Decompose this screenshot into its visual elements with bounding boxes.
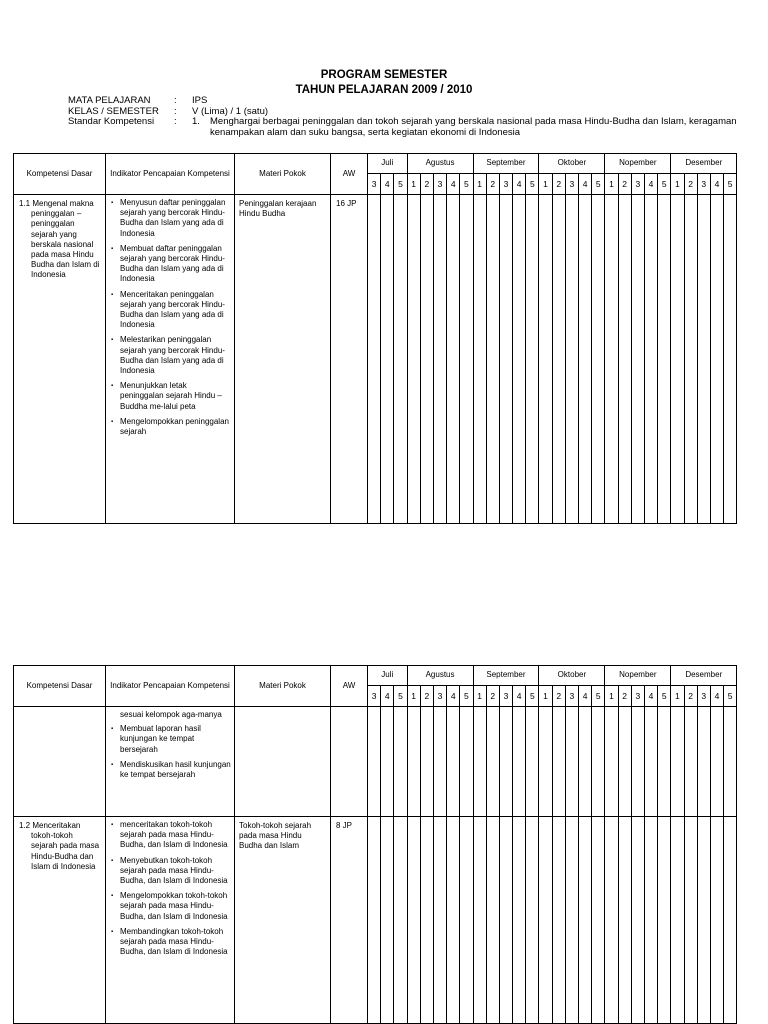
- month-header-juli: Juli: [368, 666, 408, 686]
- week-cell: [526, 817, 539, 1024]
- mapel-value: IPS: [192, 95, 208, 106]
- week-cell: [447, 817, 460, 1024]
- week-header: 1: [473, 686, 486, 707]
- week-cell: [552, 817, 565, 1024]
- week-header: 3: [433, 174, 446, 195]
- month-header-agustus: Agustus: [407, 666, 473, 686]
- week-header: 3: [499, 174, 512, 195]
- week-cell: [499, 195, 512, 524]
- week-header: 1: [539, 174, 552, 195]
- week-header: 4: [579, 174, 592, 195]
- week-cell: [710, 817, 723, 1024]
- kd-cell-empty: [14, 707, 106, 817]
- header-kompetensi-dasar: Kompetensi Dasar: [14, 154, 106, 195]
- indicator-item: ▪ menceritakan tokoh-tokoh sejarah pada masa Hindu-Budha, dan Islam di Indonesia: [120, 820, 232, 851]
- week-header: 3: [565, 686, 578, 707]
- indicator-item: ▪ Membandingkan tokoh-tokoh sejarah pada masa Hindu-Budha, dan Islam di Indonesia: [120, 927, 232, 958]
- week-header: 2: [684, 686, 697, 707]
- week-cell: [592, 195, 605, 524]
- table-row: [14, 817, 737, 1024]
- week-header: 5: [592, 686, 605, 707]
- week-cell: [552, 195, 565, 524]
- week-cell: [644, 817, 657, 1024]
- week-header: 5: [526, 174, 539, 195]
- week-header: 2: [552, 174, 565, 195]
- week-cell: [552, 707, 565, 817]
- week-cell: [592, 707, 605, 817]
- week-cell: [526, 195, 539, 524]
- week-header: 1: [539, 686, 552, 707]
- month-header-nopember: Nopember: [605, 154, 671, 174]
- table-row: [14, 195, 737, 524]
- kelas-label: KELAS / SEMESTER: [68, 105, 159, 117]
- week-cell: [592, 817, 605, 1024]
- kelas-value: V (Lima) / 1 (satu): [192, 105, 269, 117]
- week-header: 4: [447, 174, 460, 195]
- week-cell: [579, 707, 592, 817]
- week-cell: [618, 707, 631, 817]
- header-indikator: Indikator Pencapaian Kompetensi: [106, 154, 235, 195]
- week-cell: [433, 195, 446, 524]
- header-aw: AW: [331, 666, 368, 707]
- week-cell: [710, 195, 723, 524]
- week-cell: [724, 707, 737, 817]
- month-header-oktober: Oktober: [539, 666, 605, 686]
- indicator-cell: [106, 195, 235, 524]
- week-header: 1: [407, 686, 420, 707]
- week-header: 3: [697, 174, 710, 195]
- month-header-juli: Juli: [368, 154, 408, 174]
- week-cell: [658, 707, 671, 817]
- indicator-item: ▪ Membuat daftar peninggalan sejarah yang bercorak Hindu-Budha dan Islam yang ada di Indonesia: [120, 244, 232, 285]
- kd-cell: [14, 195, 106, 524]
- week-cell: [473, 817, 486, 1024]
- header-aw: AW: [331, 154, 368, 195]
- indicator-list: [106, 817, 234, 957]
- week-cell: [368, 195, 381, 524]
- week-cell: [499, 707, 512, 817]
- colon: :: [174, 105, 177, 117]
- week-cell: [697, 817, 710, 1024]
- week-cell: [499, 817, 512, 1024]
- indicator-list: [106, 724, 234, 780]
- week-header: 2: [486, 174, 499, 195]
- week-cell: [631, 817, 644, 1024]
- week-cell: [486, 707, 499, 817]
- week-cell: [407, 707, 420, 817]
- week-header: 2: [552, 686, 565, 707]
- week-cell: [539, 817, 552, 1024]
- header-materi-pokok: Materi Pokok: [235, 666, 331, 707]
- week-cell: [671, 707, 684, 817]
- week-cell: [486, 817, 499, 1024]
- week-header: 4: [381, 174, 394, 195]
- week-header: 3: [631, 686, 644, 707]
- week-cell: [671, 195, 684, 524]
- sk-label: Standar Kompetensi: [68, 116, 155, 127]
- indicator-item: ▪ Mendiskusikan hasil kunjungan ke tempat bersejarah: [120, 760, 232, 780]
- kd-text: 1.2 Menceritakan tokoh-tokoh sejarah pada masa Hindu-Budha dan Islam di Indonesia: [19, 821, 100, 871]
- sk-number: 1.: [192, 116, 200, 127]
- week-cell: [433, 707, 446, 817]
- week-header: 2: [420, 174, 433, 195]
- indicator-item: ▪ Menunjukkan letak peninggalan sejarah Hindu – Buddha me-lalui peta: [120, 381, 232, 412]
- indicator-item: ▪ Menyusun daftar peninggalan sejarah yang bercorak Hindu-Budha dan Islam yang ada di Indonesia: [120, 198, 232, 239]
- week-cell: [539, 707, 552, 817]
- week-cell: [724, 195, 737, 524]
- indicator-list: [106, 195, 234, 437]
- week-cell: [631, 707, 644, 817]
- indicator-item: ▪ Mengelompokkan peninggalan sejarah: [120, 417, 232, 437]
- month-header-row: [14, 666, 737, 686]
- week-header: 5: [460, 686, 473, 707]
- indicator-cell: [106, 707, 235, 817]
- week-header: 2: [618, 686, 631, 707]
- week-header: 5: [658, 686, 671, 707]
- week-cell: [684, 817, 697, 1024]
- week-header: 3: [565, 174, 578, 195]
- document-subtitle: TAHUN PELAJARAN 2009 / 2010: [295, 84, 473, 96]
- week-cell: [658, 195, 671, 524]
- week-cell: [381, 707, 394, 817]
- week-cell: [710, 707, 723, 817]
- table-row: [14, 707, 737, 817]
- month-header-nopember: Nopember: [605, 666, 671, 686]
- week-cell: [644, 195, 657, 524]
- week-header: 5: [724, 174, 737, 195]
- week-cell: [460, 707, 473, 817]
- week-header: 1: [473, 174, 486, 195]
- colon: :: [174, 95, 177, 106]
- week-cell: [381, 195, 394, 524]
- week-header: 1: [605, 686, 618, 707]
- indicator-cell: [106, 817, 235, 1024]
- week-header: 1: [671, 174, 684, 195]
- materi-text: Peninggalan kerajaan Hindu Budha: [235, 195, 331, 524]
- aw-cell-empty: [331, 707, 368, 817]
- week-header: 5: [394, 686, 407, 707]
- week-header: 4: [579, 686, 592, 707]
- week-cell: [460, 195, 473, 524]
- week-header: 3: [368, 686, 381, 707]
- week-cell: [486, 195, 499, 524]
- week-header: 5: [724, 686, 737, 707]
- aw-value: 8 JP: [331, 817, 368, 1024]
- week-cell: [605, 195, 618, 524]
- week-cell: [684, 707, 697, 817]
- header-kompetensi-dasar: Kompetensi Dasar: [14, 666, 106, 707]
- week-header: 3: [368, 174, 381, 195]
- week-cell: [697, 707, 710, 817]
- week-cell: [658, 817, 671, 1024]
- week-cell: [565, 195, 578, 524]
- week-cell: [539, 195, 552, 524]
- week-cell: [605, 707, 618, 817]
- week-header: 1: [671, 686, 684, 707]
- week-cell: [513, 195, 526, 524]
- week-cell: [447, 195, 460, 524]
- month-header-desember: Desember: [671, 154, 737, 174]
- week-header: 3: [697, 686, 710, 707]
- week-cell: [724, 817, 737, 1024]
- week-cell: [420, 707, 433, 817]
- week-header: 3: [499, 686, 512, 707]
- month-header-oktober: Oktober: [539, 154, 605, 174]
- materi-text: Tokoh-tokoh sejarah pada masa Hindu Budha dan Islam: [235, 817, 331, 1024]
- mapel-label: MATA PELAJARAN: [68, 95, 151, 106]
- week-header: 4: [644, 686, 657, 707]
- materi-cell-empty: [235, 707, 331, 817]
- week-header: 5: [526, 686, 539, 707]
- week-header: 2: [684, 174, 697, 195]
- header-materi-pokok: Materi Pokok: [235, 154, 331, 195]
- week-cell: [697, 195, 710, 524]
- week-header: 5: [658, 174, 671, 195]
- aw-value: 16 JP: [331, 195, 368, 524]
- week-header: 4: [710, 174, 723, 195]
- month-header-september: September: [473, 154, 539, 174]
- week-cell: [526, 707, 539, 817]
- week-header: 2: [618, 174, 631, 195]
- week-cell: [420, 817, 433, 1024]
- week-cell: [618, 195, 631, 524]
- week-cell: [631, 195, 644, 524]
- week-header: 3: [433, 686, 446, 707]
- week-cell: [368, 817, 381, 1024]
- month-header-desember: Desember: [671, 666, 737, 686]
- week-header: 3: [631, 174, 644, 195]
- program-table-2: [13, 665, 737, 1024]
- month-header-row: [14, 154, 737, 174]
- week-header: 4: [447, 686, 460, 707]
- week-cell: [644, 707, 657, 817]
- document-title: PROGRAM SEMESTER: [320, 69, 448, 81]
- week-cell: [618, 817, 631, 1024]
- week-cell: [368, 707, 381, 817]
- week-cell: [513, 817, 526, 1024]
- week-cell: [433, 817, 446, 1024]
- week-cell: [460, 817, 473, 1024]
- indicator-item: ▪ Menceritakan peninggalan sejarah yang bercorak Hindu-Budha dan Islam yang ada di Indonesia: [120, 290, 232, 331]
- indicator-continuation: sesuai kelompok aga-manya: [120, 710, 222, 719]
- week-cell: [394, 195, 407, 524]
- week-header: 4: [381, 686, 394, 707]
- program-table-1: [13, 153, 737, 524]
- kd-text: 1.1 Mengenal makna peninggalan – peninggalan sejarah yang berskala nasional pada masa Hindu Budha dan Islam di Indonesia: [19, 199, 100, 280]
- week-header: 5: [460, 174, 473, 195]
- week-cell: [671, 817, 684, 1024]
- week-cell: [684, 195, 697, 524]
- week-cell: [394, 817, 407, 1024]
- week-cell: [394, 707, 407, 817]
- week-header: 2: [486, 686, 499, 707]
- week-header: 4: [710, 686, 723, 707]
- week-cell: [473, 707, 486, 817]
- week-cell: [381, 817, 394, 1024]
- week-cell: [407, 195, 420, 524]
- week-cell: [420, 195, 433, 524]
- indicator-item: ▪ Menyebutkan tokoh-tokoh sejarah pada masa Hindu-Budha, dan Islam di Indonesia: [120, 856, 232, 887]
- week-header: 4: [513, 174, 526, 195]
- indicator-item: ▪ Membuat laporan hasil kunjungan ke tempat bersejarah: [120, 724, 232, 755]
- colon: :: [174, 116, 177, 127]
- week-cell: [579, 817, 592, 1024]
- week-header: 4: [513, 686, 526, 707]
- sk-text: Menghargai berbagai peninggalan dan tokoh sejarah yang berskala nasional pada masa Hindu-Budha dan Islam, keragaman kenampakan alam dan suku bangsa, serta kegiatan ekonomi di Indonesia: [210, 116, 737, 138]
- month-header-september: September: [473, 666, 539, 686]
- week-cell: [447, 707, 460, 817]
- header-indikator: Indikator Pencapaian Kompetensi: [106, 666, 235, 707]
- week-cell: [605, 817, 618, 1024]
- week-header: 2: [420, 686, 433, 707]
- week-header: 1: [605, 174, 618, 195]
- week-cell: [579, 195, 592, 524]
- week-cell: [513, 707, 526, 817]
- month-header-agustus: Agustus: [407, 154, 473, 174]
- week-cell: [565, 817, 578, 1024]
- week-cell: [407, 817, 420, 1024]
- week-header: 5: [592, 174, 605, 195]
- indicator-item: ▪ Mengelompokkan tokoh-tokoh sejarah pada masa Hindu- Budha, dan Islam di Indonesia: [120, 891, 232, 922]
- week-header: 1: [407, 174, 420, 195]
- week-cell: [473, 195, 486, 524]
- week-header: 5: [394, 174, 407, 195]
- kd-cell: [14, 817, 106, 1024]
- indicator-item: ▪ Melestarikan peninggalan sejarah yang bercorak Hindu-Budha dan Islam yang ada di Indonesia: [120, 335, 232, 376]
- week-header: 4: [644, 174, 657, 195]
- week-cell: [565, 707, 578, 817]
